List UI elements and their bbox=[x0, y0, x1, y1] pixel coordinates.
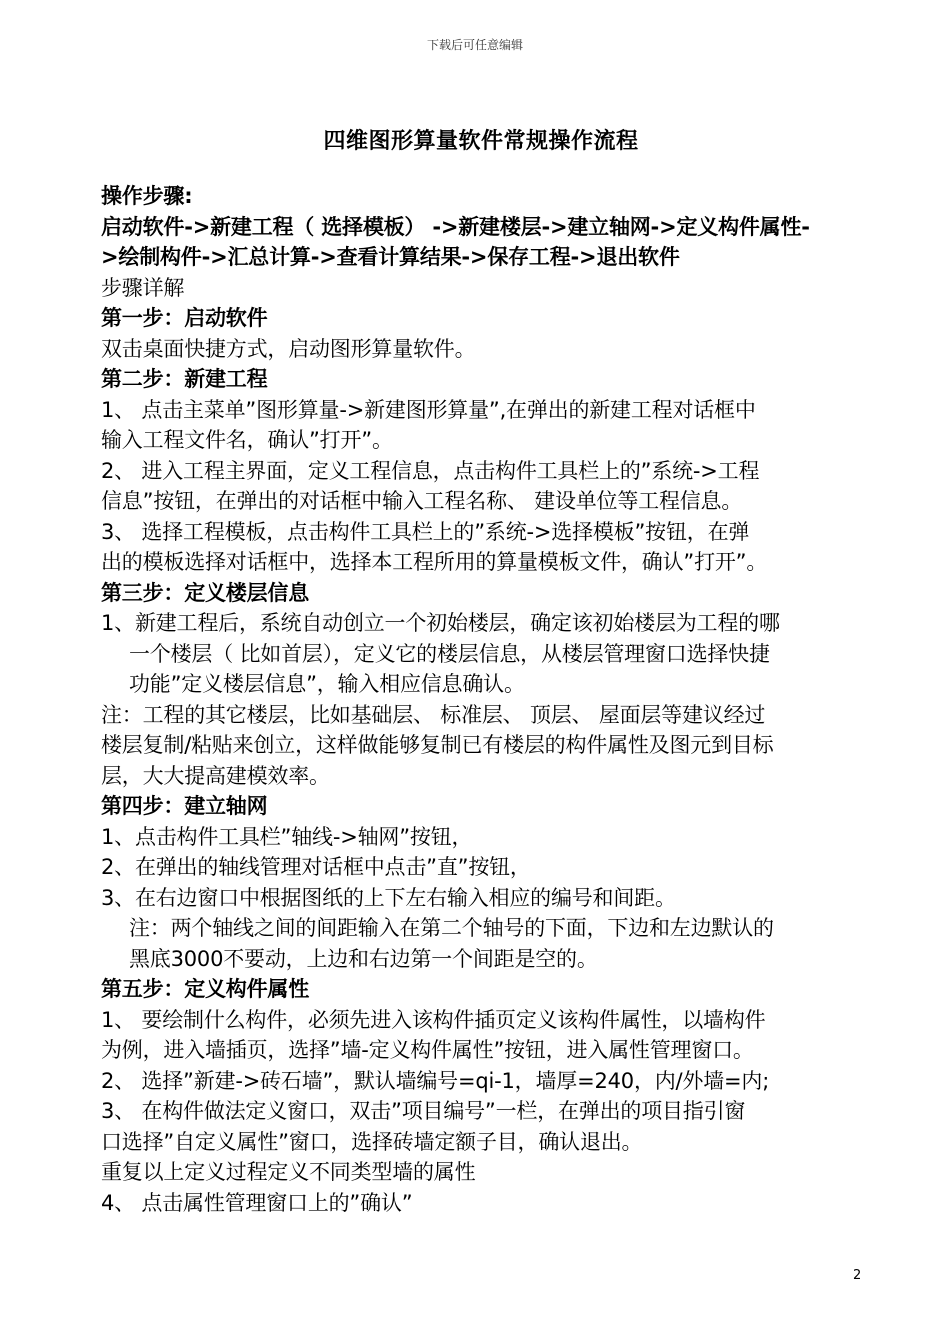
body-text-line: 3、 选择工程模板，点击构件工具栏上的”系统->选择模板”按钮，在弹 bbox=[101, 519, 750, 544]
body-text-line: 信息”按钮，在弹出的对话框中输入工程名称、 建设单位等工程信息。 bbox=[101, 489, 743, 513]
body-text-line: 2、 进入工程主界面，定义工程信息，点击构件工具栏上的”系统->工程 bbox=[101, 458, 760, 483]
body-text-line: 出的模板选择对话框中，选择本工程所用的算量模板文件，确认”打开”。 bbox=[101, 550, 768, 574]
body-text-line: 输入工程文件名，确认”打开”。 bbox=[101, 428, 393, 452]
body-text-line: 口选择”自定义属性”窗口，选择砖墙定额子目，确认退出。 bbox=[101, 1129, 643, 1154]
document-title: 四维图形算量软件常规操作流程 bbox=[323, 129, 639, 154]
body-text-line: 2、在弹出的轴线管理对话框中点击”直”按钮， bbox=[101, 855, 531, 879]
body-text-line: 步骤详解 bbox=[101, 275, 185, 300]
section-heading-line: 操作步骤: bbox=[101, 184, 193, 208]
body-text-line: 4、 点击属性管理窗口上的”确认” bbox=[101, 1190, 413, 1215]
section-heading-line: 第二步：新建工程 bbox=[101, 367, 268, 391]
page-header: 下载后可任意编辑 bbox=[426, 38, 523, 52]
section-heading-line: 第三步：定义楼层信息 bbox=[101, 580, 309, 605]
body-text-line: 1、新建工程后，系统自动创立一个初始楼层，确定该初始楼层为工程的哪 bbox=[101, 611, 780, 635]
section-heading-line: 启动软件->新建工程（ 选择模板） ->新建楼层->建立轴网->定义构件属性- bbox=[101, 214, 810, 239]
body-text-line: 1、 要绘制什么构件，必须先进入该构件插页定义该构件属性，以墙构件 bbox=[101, 1007, 766, 1032]
body-text-line: 为例，进入墙插页，选择”墙-定义构件属性”按钮，进入属性管理窗口。 bbox=[101, 1038, 754, 1062]
body-text-line: 3、 在构件做法定义窗口，双击”项目编号”一栏，在弹出的项目指引窗 bbox=[101, 1099, 746, 1123]
body-text-line: 功能”定义楼层信息”，输入相应信息确认。 bbox=[129, 672, 525, 696]
body-text-line: 注：工程的其它楼层，比如基础层、 标准层、 顶层、 屋面层等建议经过 bbox=[101, 702, 766, 727]
body-text-line: 双击桌面快捷方式，启动图形算量软件。 bbox=[101, 336, 476, 361]
body-text-line: 楼层复制/粘贴来创立，这样做能够复制已有楼层的构件属性及图元到目标 bbox=[101, 733, 774, 757]
body-text-line: 1、点击构件工具栏”轴线->轴网”按钮， bbox=[101, 824, 473, 849]
body-text-line: 黑底3000不要动，上边和右边第一个间距是空的。 bbox=[129, 946, 598, 971]
document-body bbox=[101, 181, 863, 1218]
section-heading-line: 第五步：定义构件属性 bbox=[101, 977, 309, 1001]
page-number: 2 bbox=[853, 1268, 862, 1283]
section-heading-line: >绘制构件->汇总计算->查看计算结果->保存工程->退出软件 bbox=[101, 245, 680, 269]
body-text-line: 3、在右边窗口中根据图纸的上下左右输入相应的编号和间距。 bbox=[101, 885, 676, 910]
section-heading-line: 第四步：建立轴网 bbox=[101, 794, 268, 818]
body-text-line: 一个楼层（ 比如首层），定义它的楼层信息，从楼层管理窗口选择快捷 bbox=[129, 641, 770, 666]
body-text-line: 2、 选择”新建->砖石墙”，默认墙编号=qi-1，墙厚=240，内/外墙=内; bbox=[101, 1068, 770, 1093]
body-text-line: 层，大大提高建模效率。 bbox=[101, 763, 330, 788]
section-heading-line: 第一步：启动软件 bbox=[101, 306, 268, 330]
body-text-line: 重复以上定义过程定义不同类型墙的属性 bbox=[101, 1160, 476, 1184]
body-text-line: 1、 点击主菜单”图形算量->新建图形算量”,在弹出的新建工程对话框中 bbox=[101, 397, 756, 422]
body-text-line: 注：两个轴线之间的间距输入在第二个轴号的下面，下边和左边默认的 bbox=[129, 916, 774, 940]
